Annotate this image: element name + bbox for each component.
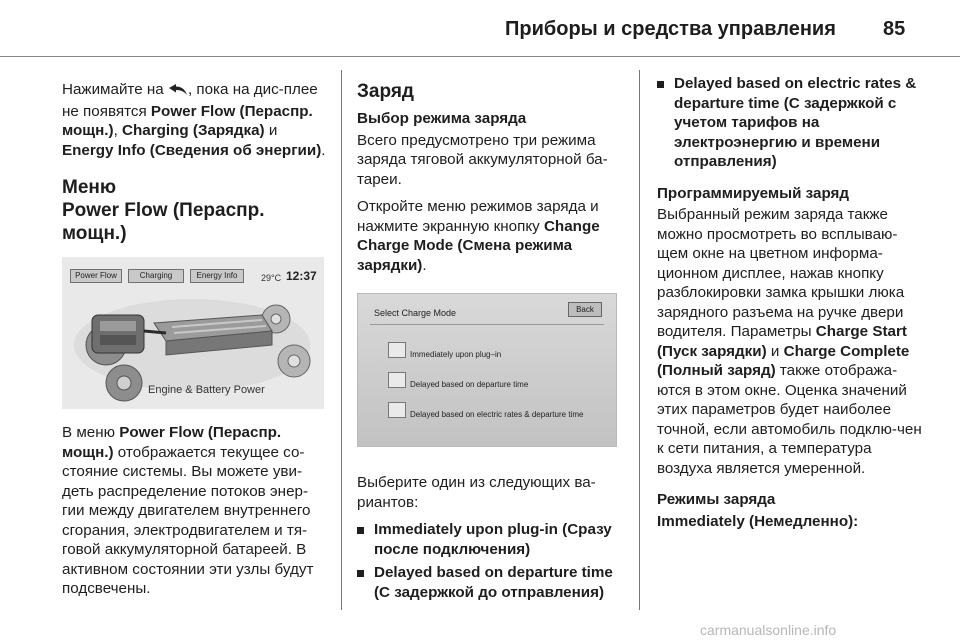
charge-modes-paragraph: Всего предусмотрено три режима заряда тяговой аккумуляторной ба-тареи. — [357, 131, 608, 188]
header-divider — [0, 56, 960, 57]
menu-heading: Меню — [62, 177, 117, 198]
charge-heading: Заряд — [357, 81, 414, 102]
tab-energy-info: Energy Info — [190, 269, 244, 283]
wheel-rear-right — [278, 345, 310, 377]
temperature-readout: 29°C — [261, 273, 282, 283]
list-item: Delayed based on electric rates & departure time (С задержкой с учетом тарифов на электроэнергию и времени отправления) — [657, 74, 927, 172]
power-flow-heading: Power Flow (Перaспр. мощн.) — [62, 200, 265, 244]
column-1 — [62, 80, 326, 607]
power-flow-line — [144, 331, 166, 333]
figure-caption: Engine & Battery Power — [148, 384, 265, 396]
power-flow-description: В меню Power Flow (Перaспр. мощн.) отображается текущее со-стояние системы. Вы можете уви-деть распределение потоков энер-гии между двигателем внутреннего сгорания, электродвигателем и тя-говой аккумуляторной батареей. В активном состоянии эти узлы будут подсвечены. — [62, 424, 314, 597]
watermark: carmanualsonline.info — [700, 622, 837, 638]
charge-mode-list-continued — [657, 74, 927, 172]
charge-mode-screen-title: Select Charge Mode — [374, 308, 457, 318]
charge-modes-heading: Режимы заряда — [657, 491, 776, 508]
option-checkbox — [388, 372, 406, 388]
intro-paragraph: Нажимайте на , пока на дис-плее не появятся Power Flow (Перaспр. мощн.), Charging (Зарядка) и Energy Info (Сведения об энергии). — [62, 81, 326, 159]
select-charge-mode-figure — [357, 293, 617, 447]
column-divider-2 — [639, 70, 640, 610]
option-checkbox — [388, 402, 406, 418]
programmable-charge-paragraph: Выбранный режим заряда также можно просмотреть во всплываю-щем окне на цветном информа-ционном дисплее, нажав кнопку разблокировки замка крышки люка зарядного разъема на ручке двери водителя. Параметры Charge Start (Пуск зарядки) и Charge Complete (Полный заряд) также отобража-ются в этом окне. Оценка значений этих параметров будет наиболее точной, если автомобиль подклю-чен к сети питания, а температура воздуха является умеренной. — [657, 206, 922, 477]
column-divider-1 — [341, 70, 342, 610]
page-header-title: Приборы и средства управления — [505, 18, 836, 40]
engine-block — [92, 315, 144, 353]
choose-option-paragraph: Выберите один из следующих ва-риантов: — [357, 474, 596, 511]
back-arrow-icon — [168, 82, 188, 102]
charge-mode-list — [357, 520, 623, 602]
charge-mode-subheading: Выбор режима заряда — [357, 110, 527, 127]
power-flow-screen-figure — [62, 257, 324, 409]
figure-divider — [370, 324, 604, 325]
open-menu-paragraph: Откройте меню режимов заряда и нажмите экранную кнопку Change Charge Mode (Смена режима зарядки). — [357, 198, 600, 274]
option-checkbox — [388, 342, 406, 358]
programmable-charge-heading: Программируемый заряд — [657, 184, 850, 202]
option-delayed-rates: Delayed based on electric rates & departure time — [388, 402, 602, 418]
option-immediately: Immediately upon plug–in — [388, 342, 602, 358]
immediately-heading: Immediately (Немедленно): — [657, 512, 859, 530]
list-item: Immediately upon plug-in (Сразу после подключения) — [357, 520, 623, 559]
tab-power-flow: Power Flow — [70, 269, 122, 283]
page-number: 85 — [883, 18, 906, 40]
list-item: Delayed based on departure time (С задержкой до отправления) — [357, 563, 623, 602]
option-delayed-departure: Delayed based on departure time — [388, 372, 602, 388]
column-2 — [357, 80, 623, 608]
tab-charging: Charging — [128, 269, 184, 283]
clock-readout: 12:37 — [286, 269, 317, 283]
back-button: Back — [568, 302, 602, 317]
column-3 — [657, 74, 927, 533]
wheel-front-right — [106, 365, 142, 401]
